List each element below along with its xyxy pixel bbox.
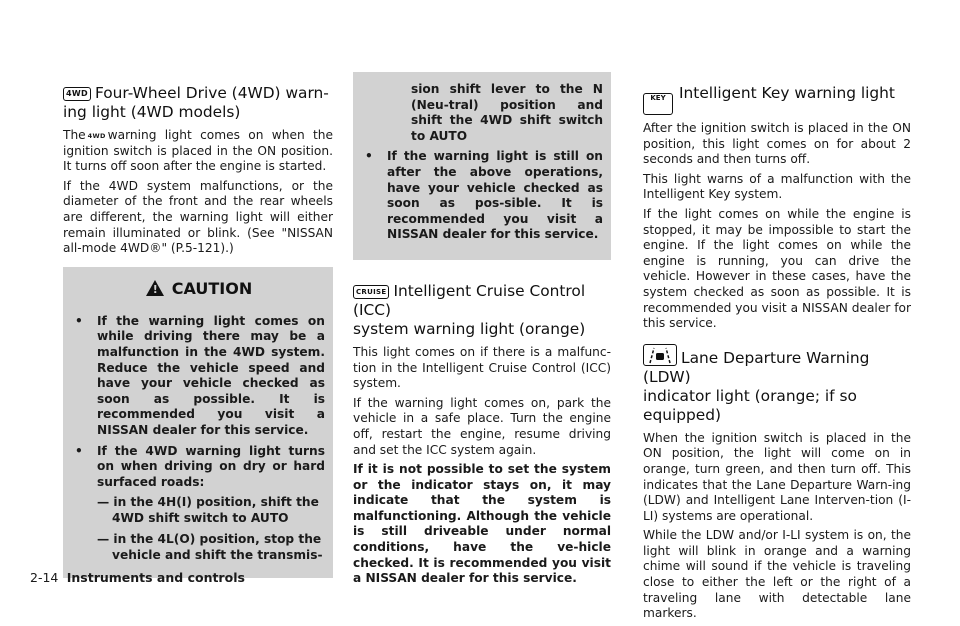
paragraph-key-1: After the ignition switch is placed in the ON position, this light comes on for about 2 seconds and then turns off. xyxy=(643,121,911,167)
warning-triangle-icon xyxy=(146,280,164,296)
paragraph-ldw-2: While the LDW and/or I-LI system is on, the light will blink in orange and a warning chime will sound if the vehicle is traveling close to either the left or the right of a traveling lane with detectable lane markers. xyxy=(643,528,911,621)
column-middle xyxy=(353,78,611,591)
heading-icc-warning-light: CRUISE Intelligent Cruise Control (ICC) system warning light (orange) xyxy=(353,281,586,338)
4wd-icon: 4WD xyxy=(63,87,91,101)
heading-ldw-indicator: Lane Departure Warning (LDW) indicator light (orange; if so equipped) xyxy=(643,344,911,425)
caution-bullet: • If the warning light comes on while driving there may be a malfunction in the 4WD system. Reduce the vehicle speed and have your vehicle checked as soon as possible. It is recommended you visit a NISSAN dealer for this service. xyxy=(75,313,325,437)
caution-bullet: • If the 4WD warning light turns on when driving on dry or hard surfaced roads: xyxy=(75,443,325,489)
caution-subitem: — in the 4L(O) position, stop the vehicle and shift the transmis- xyxy=(97,532,323,563)
paragraph-key-2: This light warns of a malfunction with the Intelligent Key system. xyxy=(643,171,911,202)
key-icon: KEY xyxy=(643,93,673,115)
caution-continuation: sion shift lever to the N (Neu-tral) position and shift the 4WD shift switch to AUTO xyxy=(411,82,603,143)
lane-departure-glyph xyxy=(644,345,676,365)
page-number: 2-14 xyxy=(30,570,59,585)
caution-bullet: • If the warning light is still on after the above operations, have your vehicle checked as soon as pos-sible. It is recommended you visit a NISSAN dealer for this service. xyxy=(365,149,603,242)
caution-subitem: — in the 4H(I) position, shift the 4WD shift switch to AUTO xyxy=(97,495,319,525)
caution-box xyxy=(63,267,333,578)
caution-box-continued xyxy=(353,72,611,260)
cruise-icon: CRUISE xyxy=(353,285,389,299)
lane-departure-icon xyxy=(643,344,677,366)
caution-heading: !CAUTION xyxy=(73,279,325,298)
paragraph-ldw-1: When the ignition switch is placed in the ON position, the light will come on in orange, turn green, and then turn off. This indicates that the Lane Departure Warn-ing (LDW) and Intelligent Lane Interven-tion (I-LI) systems are operational. xyxy=(643,430,911,523)
page-footer xyxy=(30,570,245,585)
paragraph-icc-2: If the warning light comes on, park the vehicle in a safe place. Turn the engine off, restart the engine, resume driving and set the ICC system again. xyxy=(353,395,611,457)
column-left xyxy=(63,84,333,578)
paragraph-4wd-malfunction: If the 4WD system malfunctions, or the diameter of the front and the rear wheels are different, the warning light will either remain illuminated or blink. (See "NISSAN all-mode 4WD®" (P.5-121).) xyxy=(63,178,333,256)
paragraph-icc-3: If it is not possible to set the system or the indicator stays on, it may indicate that the system is malfunctioning. Although the vehicle is still driveable under normal conditions, have the ve-hicle checked. It is recommended you visit a NISSAN dealer for this service. xyxy=(353,462,611,586)
paragraph-icc-1: This light comes on if there is a malfunc-tion in the Intelligent Cruise Control (ICC) system. xyxy=(353,344,611,391)
heading-4wd-warning-light: 4WD Four-Wheel Drive (4WD) warn- ing light (4WD models) xyxy=(63,84,329,121)
section-title: Instruments and controls xyxy=(66,570,245,585)
4wd-inline-icon: 4WD xyxy=(87,132,106,140)
paragraph-4wd-intro: The 4WD warning light comes on when the ignition switch is placed in the ON position. It turns off soon after the engine is started. xyxy=(63,128,333,174)
heading-intelligent-key-light: KEY Intelligent Key warning light xyxy=(643,84,911,115)
column-right xyxy=(643,84,911,626)
paragraph-key-3: If the light comes on while the engine is stopped, it may be impossible to start the engine. If the light comes on while the engine is running, you can drive the vehicle. However in these cases, have the system checked as soon as possible. It is recommended you visit a NISSAN dealer for this service. xyxy=(643,206,911,331)
